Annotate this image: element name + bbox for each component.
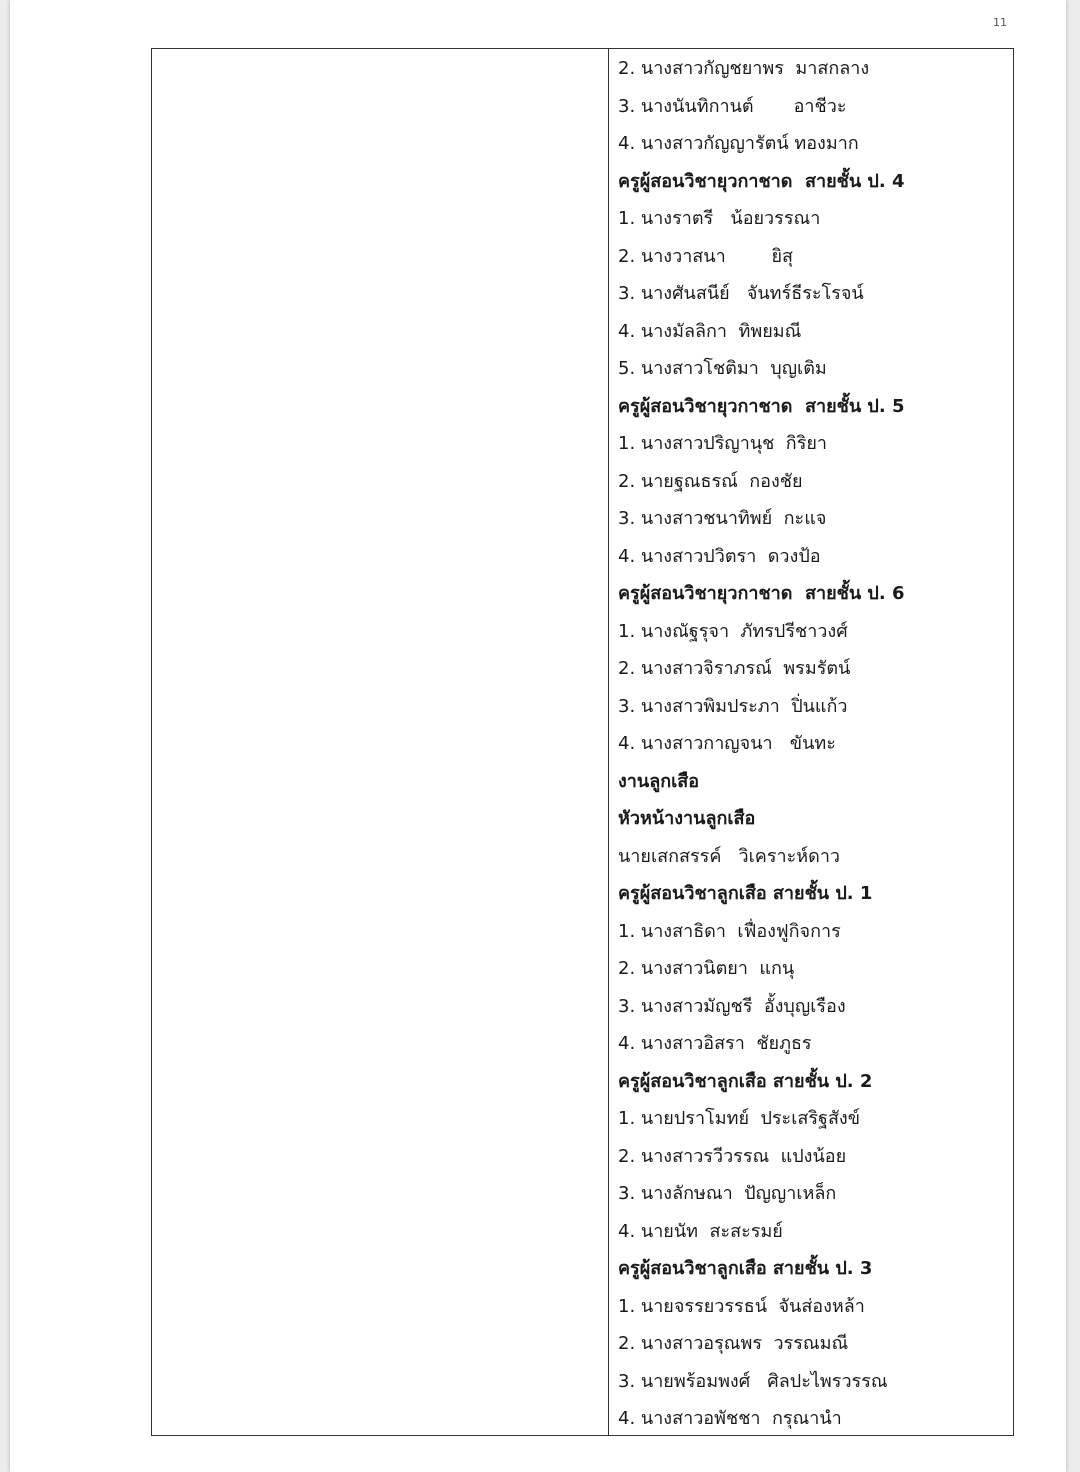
list-item: 3. นางนันทิกานต์ อาชีวะ <box>618 95 847 117</box>
list-item: 2. นางสาวรวีวรรณ แปงน้อย <box>618 1145 847 1167</box>
list-item: 1. นางสาวปริญานุช กิริยา <box>618 433 828 454</box>
section-heading: ครูผู้สอนวิชายุวกาชาด สายชั้น ป. 5 <box>618 395 905 417</box>
list-item: 1. นายปราโมทย์ ประเสริฐสังข์ <box>618 1108 861 1129</box>
page-number: 11 <box>993 16 1007 29</box>
list-item: 2. นางสาวนิตยา แกนุ <box>618 958 795 979</box>
table-right-column <box>609 49 1013 1435</box>
list-item: 4. นางสาวอพัชชา กรุณานำ <box>618 1408 842 1429</box>
section-heading: ครูผู้สอนวิชาลูกเสือ สายชั้น ป. 1 <box>618 883 873 904</box>
table-left-column <box>152 49 609 1435</box>
list-item: 2. นายฐณธรณ์ กองชัย <box>618 470 803 492</box>
list-item: 1. นางราตรี น้อยวรรณา <box>618 208 821 229</box>
list-item: 4. นางสาวอิสรา ชัยภูธร <box>618 1033 812 1054</box>
assignment-table <box>151 48 1014 1436</box>
list-item: 1. นายจรรยวรรธน์ จันส่องหล้า <box>618 1295 865 1317</box>
list-item: 3. นางลักษณา ปัญญาเหล็ก <box>618 1183 837 1204</box>
list-item: 3. นายพร้อมพงศ์ ศิลปะไพรวรรณ <box>618 1370 888 1392</box>
list-item: 2. นางสาวจิราภรณ์ พรมรัตน์ <box>618 658 851 679</box>
list-item: 3. นางสาวมัญชรี อั้งบุญเรือง <box>618 995 846 1017</box>
section-heading: ครูผู้สอนวิชายุวกาชาด สายชั้น ป. 4 <box>618 170 905 192</box>
list-item: 4. นางสาวกาญจนา ขันทะ <box>618 733 836 754</box>
document-page <box>10 0 1066 1472</box>
list-item: 1. นางสาธิดา เฟื่องฟูกิจการ <box>618 920 841 942</box>
list-item: 2. นางสาวกัญชยาพร มาสกลาง <box>618 58 870 79</box>
list-item: 4. นางมัลลิกา ทิพยมณี <box>618 320 802 342</box>
list-item: 1. นางณัฐรุจา ภัทรปรีชาวงศ์ <box>618 620 848 642</box>
list-item: 4. นางสาวปวิตรา ดวงป้อ <box>618 545 821 567</box>
list-item: 4. นางสาวกัญญารัตน์ ทองมาก <box>618 133 859 154</box>
list-item: 3. นางสาวชนาทิพย์ กะแจ <box>618 508 827 529</box>
list-item: 5. นางสาวโชติมา บุญเติม <box>618 358 827 379</box>
section-heading: ครูผู้สอนวิชาลูกเสือ สายชั้น ป. 3 <box>618 1258 873 1279</box>
list-item: 3. นางศันสนีย์ จันทร์ธีระโรจน์ <box>618 283 864 304</box>
list-item: 2. นางสาวอรุณพร วรรณมณี <box>618 1333 849 1354</box>
section-heading: หัวหน้างานลูกเสือ <box>618 808 756 829</box>
list-item: นายเสกสรรค์ วิเคราะห์ดาว <box>618 845 841 867</box>
list-item: 3. นางสาวพิมประภา ปิ่นแก้ว <box>618 695 848 717</box>
section-heading: งานลูกเสือ <box>618 770 700 792</box>
list-item: 2. นางวาสนา ยิสุ <box>618 245 794 267</box>
section-heading: ครูผู้สอนวิชายุวกาชาด สายชั้น ป. 6 <box>618 583 905 604</box>
section-heading: ครูผู้สอนวิชาลูกเสือ สายชั้น ป. 2 <box>618 1070 873 1092</box>
list-item: 4. นายนัท สะสะรมย์ <box>618 1220 783 1242</box>
